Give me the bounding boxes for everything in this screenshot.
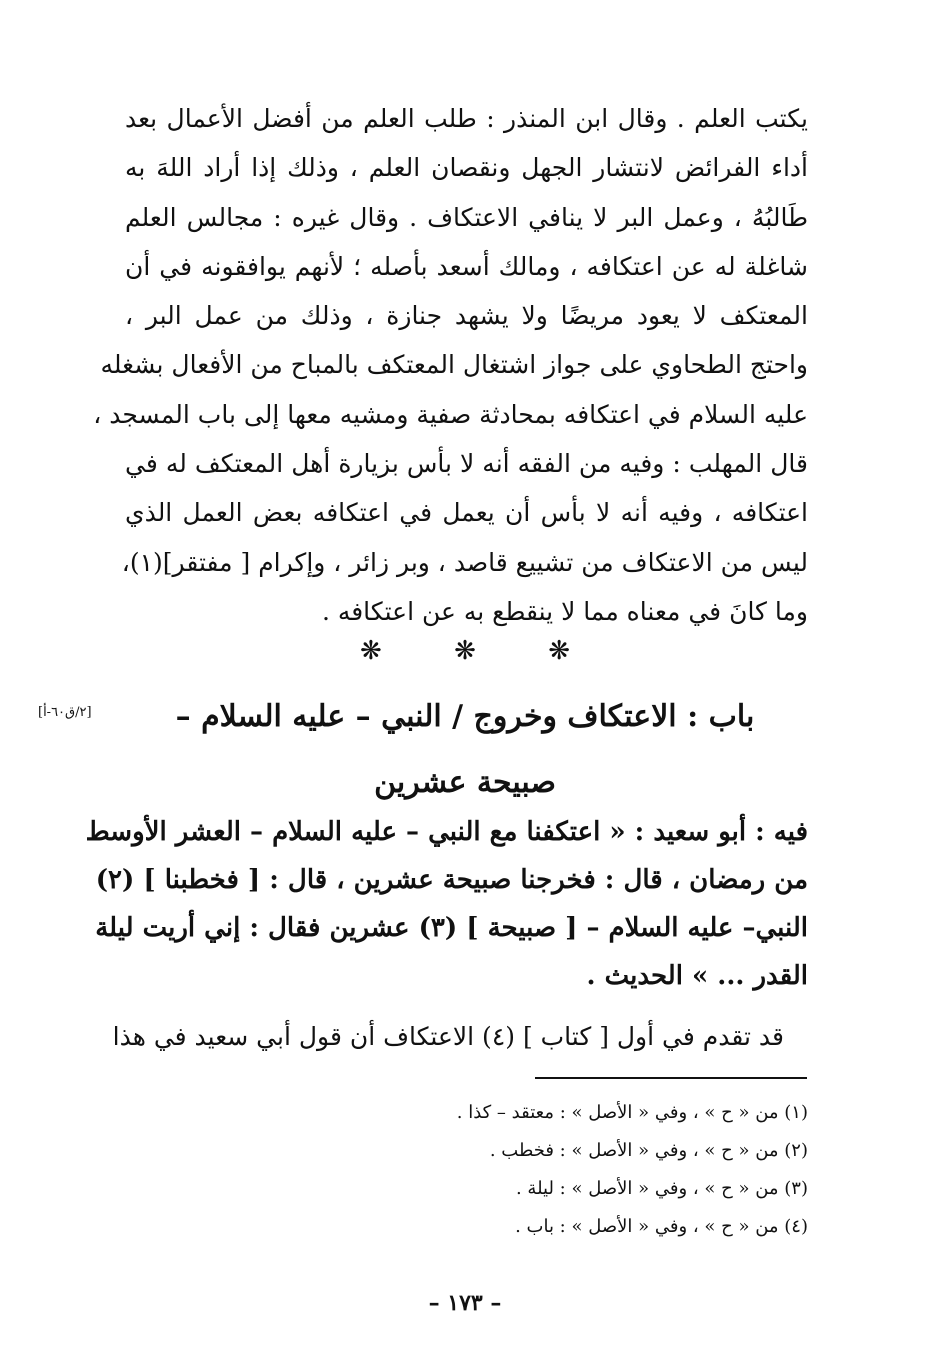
text-line: طَالبُهُ ، وعمل البر لا ينافي الاعتكاف . وقال غيره : مجالس العلم <box>125 202 808 232</box>
manuscript-folio-reference: [٢/ق٦٠-أ] <box>38 705 92 720</box>
text-line: واحتج الطحاوي على جواز اشتغال المعتكف بالمباح من الأفعال بشغله <box>100 350 808 380</box>
footnote: (٣) من « ح » ، وفي « الأصل » : ليلة . <box>515 1178 808 1199</box>
footnotes-block <box>300 1094 808 1246</box>
footnote-divider <box>535 1077 807 1079</box>
text-line: المعتكف لا يعود مريضًا ولا يشهد جنازة ، وذلك من عمل البر ، <box>125 301 808 331</box>
text-line: قال المهلب : وفيه من الفقه أنه لا بأس بزيارة أهل المعتكف له في <box>125 449 808 479</box>
footnote: (١) من « ح » ، وفي « الأصل » : معتقد – كذا . <box>456 1102 808 1123</box>
text-line: عليه السلام في اعتكافه بمحادثة صفية ومشيه معها إلى باب المسجد ، <box>93 399 808 429</box>
chapter-title-line: صبيحة عشرين <box>374 765 556 800</box>
text-line: ليس من الاعتكاف من تشييع قاصد ، وبر زائر ، وإكرام [ مفتقر](١)، <box>121 547 808 577</box>
hadith-line: القدر ... » الحديث . <box>586 961 808 991</box>
text-line: وما كانَ في معناه مما لا ينقطع به عن اعتكافه . <box>321 596 808 626</box>
section-separator <box>360 636 570 666</box>
hadith-line: من رمضان ، قال : فخرجنا صبيحة عشرين ، قال : [ فخطبنا ] (٢) <box>95 865 808 895</box>
chapter-heading <box>140 684 790 816</box>
text-line: اعتكافه ، وفيه أنه لا بأس أن يعمل في اعتكافه بعض العمل الذي <box>125 498 808 528</box>
chapter-title-line: باب : الاعتكاف وخروج / النبي – عليه السلام – <box>175 699 755 734</box>
asterism-star: ❋ <box>360 636 382 666</box>
hadith-line: النبي– عليه السلام – [ صبيحة ] (٣) عشرين فقال : إني أريت ليلة <box>95 913 808 943</box>
commentary-block <box>112 1013 784 1061</box>
commentary-line: قد تقدم في أول [ كتاب ] (٤) الاعتكاف أن قول أبي سعيد في هذا <box>112 1022 784 1051</box>
page-number: – ١٧٣ – <box>428 1290 502 1316</box>
main-text-block <box>93 94 808 636</box>
hadith-text-block <box>85 808 808 1000</box>
text-line: أداء الفرائض لانتشار الجهل ونقصان العلم ، وذلك إذا أراد اللهَ به <box>125 153 808 183</box>
footnote: (٢) من « ح » ، وفي « الأصل » : فخطب . <box>489 1140 808 1161</box>
footnote: (٤) من « ح » ، وفي « الأصل » : باب . <box>515 1216 808 1237</box>
asterism-star: ❋ <box>454 636 476 666</box>
text-line: شاغلة له عن اعتكافه ، ومالك أسعد بأصله ؛ لأنهم يوافقونه في أن <box>125 251 808 281</box>
text-line: يكتب العلم . وقال ابن المنذر : طلب العلم من أفضل الأعمال بعد <box>125 104 808 133</box>
hadith-line: فيه : أبو سعيد : « اعتكفنا مع النبي – عليه السلام – العشر الأوسط <box>85 817 808 847</box>
asterism-star: ❋ <box>548 636 570 666</box>
